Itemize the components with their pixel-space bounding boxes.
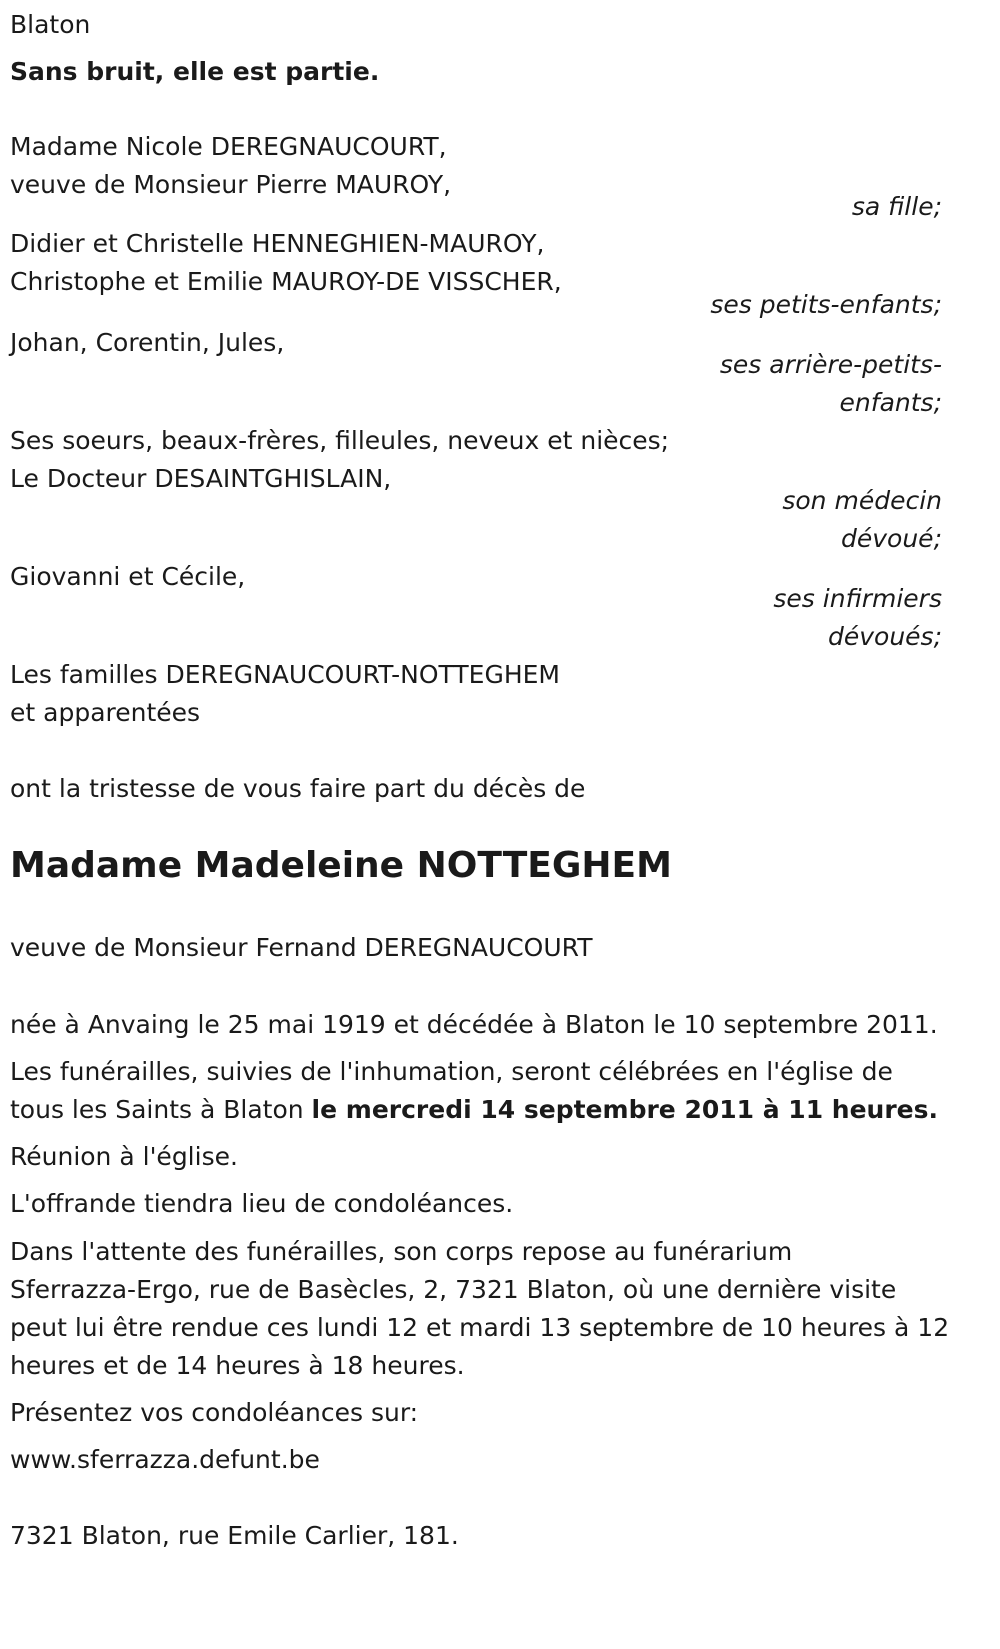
family-line: Ses soeurs, beaux-frères, filleules, neveux et nièces;: [10, 426, 670, 455]
visit-line: Sferrazza-Ergo, rue de Basècles, 2, 7321 Blaton, où une dernière visite: [10, 1275, 897, 1304]
website: [10, 1441, 950, 1479]
offering-text: L'offrande tiendra lieu de condoléances.: [10, 1189, 514, 1218]
role-text: sa fille;: [851, 192, 942, 221]
announcement-text: ont la tristesse de vous faire part du décès de: [10, 774, 586, 803]
locality-text: Blaton: [10, 10, 91, 39]
family-line: Les familles DEREGNAUCOURT-NOTTEGHEM: [10, 660, 560, 689]
role-grandchildren: [710, 286, 942, 324]
website-link[interactable]: www.sferrazza.defunt.be: [10, 1445, 320, 1474]
visit-line: heures et de 14 heures à 18 heures.: [10, 1351, 465, 1380]
family-line: Madame Nicole DEREGNAUCOURT,: [10, 132, 447, 161]
widow-of: [10, 929, 950, 967]
birth-death: [10, 1006, 950, 1044]
widow-of-text: veuve de Monsieur Fernand DEREGNAUCOURT: [10, 933, 593, 962]
family-group-families: [10, 656, 950, 732]
deceased-name-text: Madame Madeleine NOTTEGHEM: [10, 845, 672, 886]
visit-info: [10, 1233, 950, 1385]
visit-line: peut lui être rendue ces lundi 12 et mardi 13 septembre de 10 heures à 12: [10, 1313, 950, 1342]
visit-line: Dans l'attente des funérailles, son corps repose au funérarium: [10, 1237, 793, 1266]
condolences-label-text: Présentez vos condoléances sur:: [10, 1398, 419, 1427]
role-daughter: [852, 188, 942, 226]
family-line: Le Docteur DESAINTGHISLAIN,: [10, 464, 392, 493]
family-line: veuve de Monsieur Pierre MAUROY,: [10, 170, 452, 199]
funeral-date: le mercredi 14 septembre 2011 à 11 heures.: [311, 1095, 939, 1124]
family-line: Christophe et Emilie MAUROY-DE VISSCHER,: [10, 267, 562, 296]
announcement: [10, 770, 950, 808]
birth-death-text: née à Anvaing le 25 mai 1919 et décédée à Blaton le 10 septembre 2011.: [10, 1010, 938, 1039]
funeral-line: Les funérailles, suivies de l'inhumation, seront célébrées en l'église de: [10, 1057, 893, 1086]
role-text: enfants;: [839, 388, 942, 417]
funeral-info: [10, 1053, 950, 1129]
motto: [10, 53, 950, 91]
role-text: dévoués;: [827, 622, 942, 651]
meeting: [10, 1138, 950, 1176]
meeting-text: Réunion à l'église.: [10, 1142, 238, 1171]
role-text: ses arrière-petits-: [719, 350, 942, 379]
funeral-location: tous les Saints à Blaton: [10, 1095, 312, 1124]
family-line: et apparentées: [10, 698, 201, 727]
address: [10, 1517, 950, 1555]
address-text: 7321 Blaton, rue Emile Carlier, 181.: [10, 1521, 459, 1550]
condolences-label: [10, 1394, 950, 1432]
role-nurses: [773, 580, 942, 656]
role-doctor: [782, 482, 942, 558]
deceased-name: [10, 842, 950, 890]
motto-text: Sans bruit, elle est partie.: [10, 57, 380, 86]
family-line: Johan, Corentin, Jules,: [10, 328, 285, 357]
role-text: son médecin: [782, 486, 942, 515]
family-group-daughter: [10, 128, 950, 204]
role-text: ses petits-enfants;: [710, 290, 942, 319]
role-great-grandchildren: [720, 346, 942, 422]
role-text: dévoué;: [841, 524, 942, 553]
role-text: ses infirmiers: [773, 584, 942, 613]
offering: [10, 1185, 950, 1223]
funeral-line: [10, 1091, 950, 1129]
family-line: Giovanni et Cécile,: [10, 562, 246, 591]
family-line: Didier et Christelle HENNEGHIEN-MAUROY,: [10, 229, 545, 258]
locality: [10, 6, 950, 44]
